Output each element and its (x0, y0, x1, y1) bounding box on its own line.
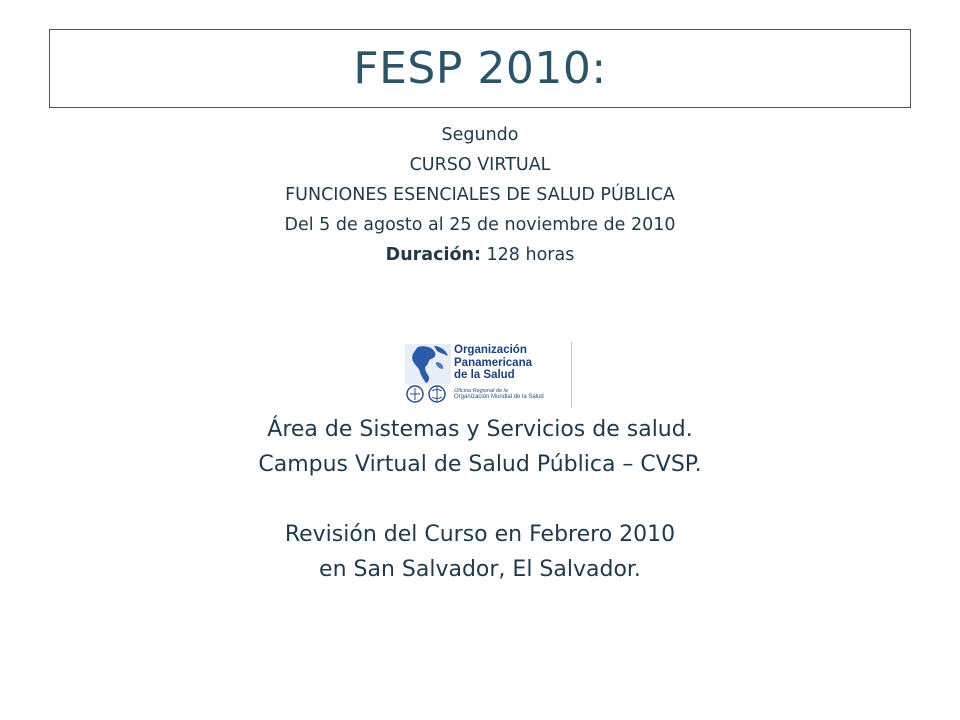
logo-sub-line2: Organización Mundial de la Salud (454, 393, 544, 400)
logo-name-line2: Panamericana (454, 356, 532, 369)
footer-info (0, 412, 960, 587)
logo-name-line1: Organización (454, 344, 527, 356)
review-line1: Revisión del Curso en Febrero 2010 (284, 522, 676, 547)
course-ordinal: Segundo (441, 125, 519, 145)
area-text: Área de Sistemas y Servicios de salud. (267, 417, 693, 442)
logo-name-line3: de la Salud (454, 369, 515, 381)
globe-americas-icon (404, 342, 454, 408)
course-info (0, 120, 960, 270)
course-type: CURSO VIRTUAL (409, 155, 551, 175)
duration-label: Duración: (385, 245, 481, 265)
review-line2: en San Salvador, El Salvador. (319, 557, 641, 582)
paho-logo (404, 342, 572, 408)
logo-text (454, 344, 572, 401)
title-box (49, 29, 911, 108)
slide-title: FESP 2010: (353, 43, 607, 94)
campus-text: Campus Virtual de Salud Pública – CVSP. (258, 452, 702, 477)
logo-sub-line1: Oficina Regional de la (454, 387, 508, 394)
course-duration (0, 240, 960, 270)
course-dates: Del 5 de agosto al 25 de noviembre de 2010 (284, 215, 676, 235)
course-name: FUNCIONES ESENCIALES DE SALUD PÚBLICA (285, 185, 675, 205)
duration-value: 128 horas (480, 245, 575, 265)
spacer (0, 482, 960, 517)
